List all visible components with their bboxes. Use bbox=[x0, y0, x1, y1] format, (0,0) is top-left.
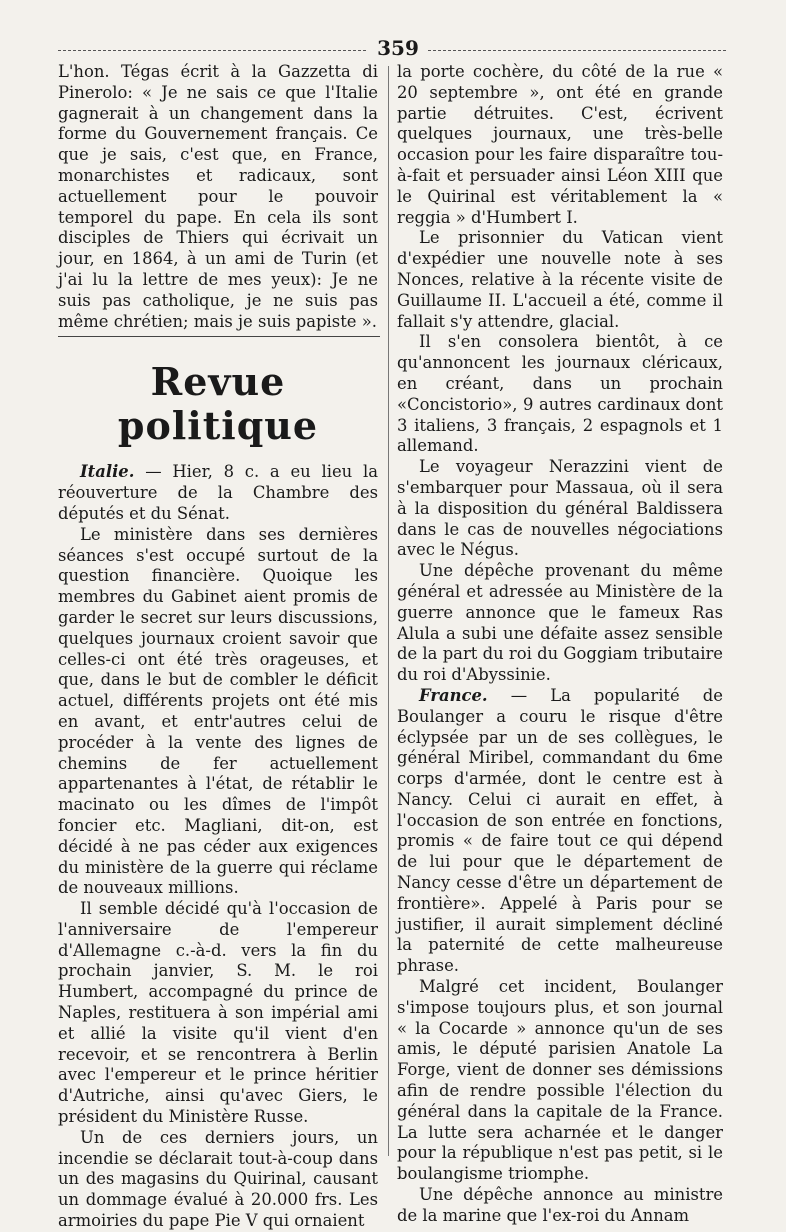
paragraph-text: — La popularité de Boulanger a couru le risque d'être éclypsée par un de ses collègues, le général Miribel, commandant du 6me corps d'armée, dont le centre est à Nancy. Celui ci aurait en effet, à l'occasion de son entrée en fonctions, promis « de faire tout ce qui dépend de lui pour que le département de Nancy cesse d'être un département de frontière». Appelé à Paris pour se justifier, il aurait simplement décliné la paternité de cette malheureuse phrase. bbox=[397, 685, 723, 976]
rubric-france: France. bbox=[419, 685, 488, 705]
rubric-italie: Italie. bbox=[80, 462, 135, 482]
column-divider bbox=[388, 66, 389, 1156]
article-annam bbox=[397, 1185, 723, 1227]
article-consistoire bbox=[397, 332, 723, 457]
article-depeche-ras bbox=[397, 561, 723, 686]
paragraph-text: Le voyageur Nerazzini vient de s'embarquer pour Massaua, où il sera à la disposition du général Baldissera dans le cas de nouvelles négociations avec le Négus. bbox=[397, 457, 723, 560]
article-tegas bbox=[58, 62, 378, 332]
article-ministere bbox=[58, 525, 378, 899]
page-number: 359 bbox=[368, 36, 428, 60]
paragraph-text: Un de ces derniers jours, un incendie se déclarait tout-à-coup dans un des magasins du Quirinal, causant un dommage évalué à 20.000 frs. Les armoiries du pape Pie V qui ornaient bbox=[58, 1127, 378, 1231]
article-prisonnier bbox=[397, 228, 723, 332]
article-france bbox=[397, 686, 723, 977]
paragraph-text: Une dépêche provenant du même général et adressée au Ministère de la guerre annonce que le fameux Ras Alula a subi une défaite assez sensible de la part du roi du Goggiam tributaire du roi d'Abyssinie. bbox=[397, 561, 723, 685]
paragraph-text: Il s'en consolera bientôt, à ce qu'annoncent les journaux cléricaux, en créant, dans un prochain «Concistorio», 9 autres cardinaux dont 3 italiens, 3 français, 2 espagnols et 1 allemand. bbox=[397, 332, 723, 456]
article-incendie bbox=[58, 1128, 378, 1232]
left-column bbox=[58, 62, 378, 1232]
paragraph-text: Il semble décidé qu'à l'occasion de l'anniversaire de l'empereur d'Allemagne c.-à-d. vers la fin du prochain janvier, S. M. le roi Humbert, accompagné du prince de Naples, restituera à son impérial ami et allié la visite qu'il vient d'en recevoir, et se rencontrera à Berlin avec l'empereur et le prince héritier d'Autriche, ainsi qu'avec Giers, le président du Ministère Russe. bbox=[58, 899, 378, 1127]
paragraph-text: — Hier, 8 c. a eu lieu la réouverture de la Chambre des députés et du Sénat. bbox=[58, 462, 378, 523]
article-anniversaire bbox=[58, 899, 378, 1128]
paragraph-text: Le prisonnier du Vatican vient d'expédier une nouvelle note à ses Nonces, relative à la récente visite de Guillaume II. L'accueil a été, comme il fallait s'y attendre, glacial. bbox=[397, 228, 723, 331]
article-nerazzini bbox=[397, 457, 723, 561]
paragraph-text: Le ministère dans ses dernières séances s'est occupé surtout de la question financière. Quoique les membres du Gabinet aient promis de garder le secret sur leurs discussions, quelques journaux croient savoir que celles-ci ont été très orageuses, et que, dans le but de combler le déficit actuel, différents projets ont été mis en avant, et entr'autres celui de procéder à la vente des lignes de chemins de fer actuellement appartenantes à l'état, de rétablir le macinato ou les dîmes de l'impôt foncier etc. Magliani, dit-on, est décidé à ne pas céder aux exigences du ministère de la guerre qui réclame de nouveaux millions. bbox=[58, 524, 378, 898]
article-boulanger bbox=[397, 977, 723, 1185]
paragraph-text: L'hon. Tégas écrit à la Gazzetta di Pinerolo: « Je ne sais ce que l'Italie gagnerait à un changement dans la forme du Gouvernement français. Ce que je sais, c'est que, en France, monarchistes et radicaux, sont actuellement pour le pouvoir temporel du pape. En cela ils sont disciples de Thiers qui écrivait un jour, en 1864, à un ami de Turin (et j'ai lu la lettre de mes yeux): Je ne suis pas catholique, je ne suis pas même chrétien; mais je suis papiste ». bbox=[58, 62, 378, 331]
article-italie bbox=[58, 462, 378, 524]
right-column bbox=[397, 62, 723, 1227]
paragraph-text: la porte cochère, du côté de la rue « 20 septembre », ont été en grande partie détruites. C'est, écrivent quelques journaux, une très-belle occasion pour les faire disparaître tou-à-fait et persuader ainsi Léon XIII que le Quirinal est véritablement la « reggia » d'Humbert I. bbox=[397, 62, 723, 227]
article-incendie-cont bbox=[397, 62, 723, 228]
section-title: Revue politique bbox=[117, 359, 319, 449]
paragraph-text: Une dépêche annonce au ministre de la marine que l'ex-roi du Annam bbox=[397, 1185, 723, 1225]
page-header bbox=[58, 36, 726, 60]
paragraph-text: Malgré cet incident, Boulanger s'impose toujours plus, et son journal « la Cocarde » annonce qu'un de ses amis, le député parisien Anatole La Forge, vient de donner ses démissions afin de rendre possible l'élection du général dans la capitale de la France. La lutte sera acharnée et le danger pour la république n'est pas petit, si le boulangisme triomphe. bbox=[397, 977, 723, 1184]
title-top-rule bbox=[58, 336, 380, 337]
